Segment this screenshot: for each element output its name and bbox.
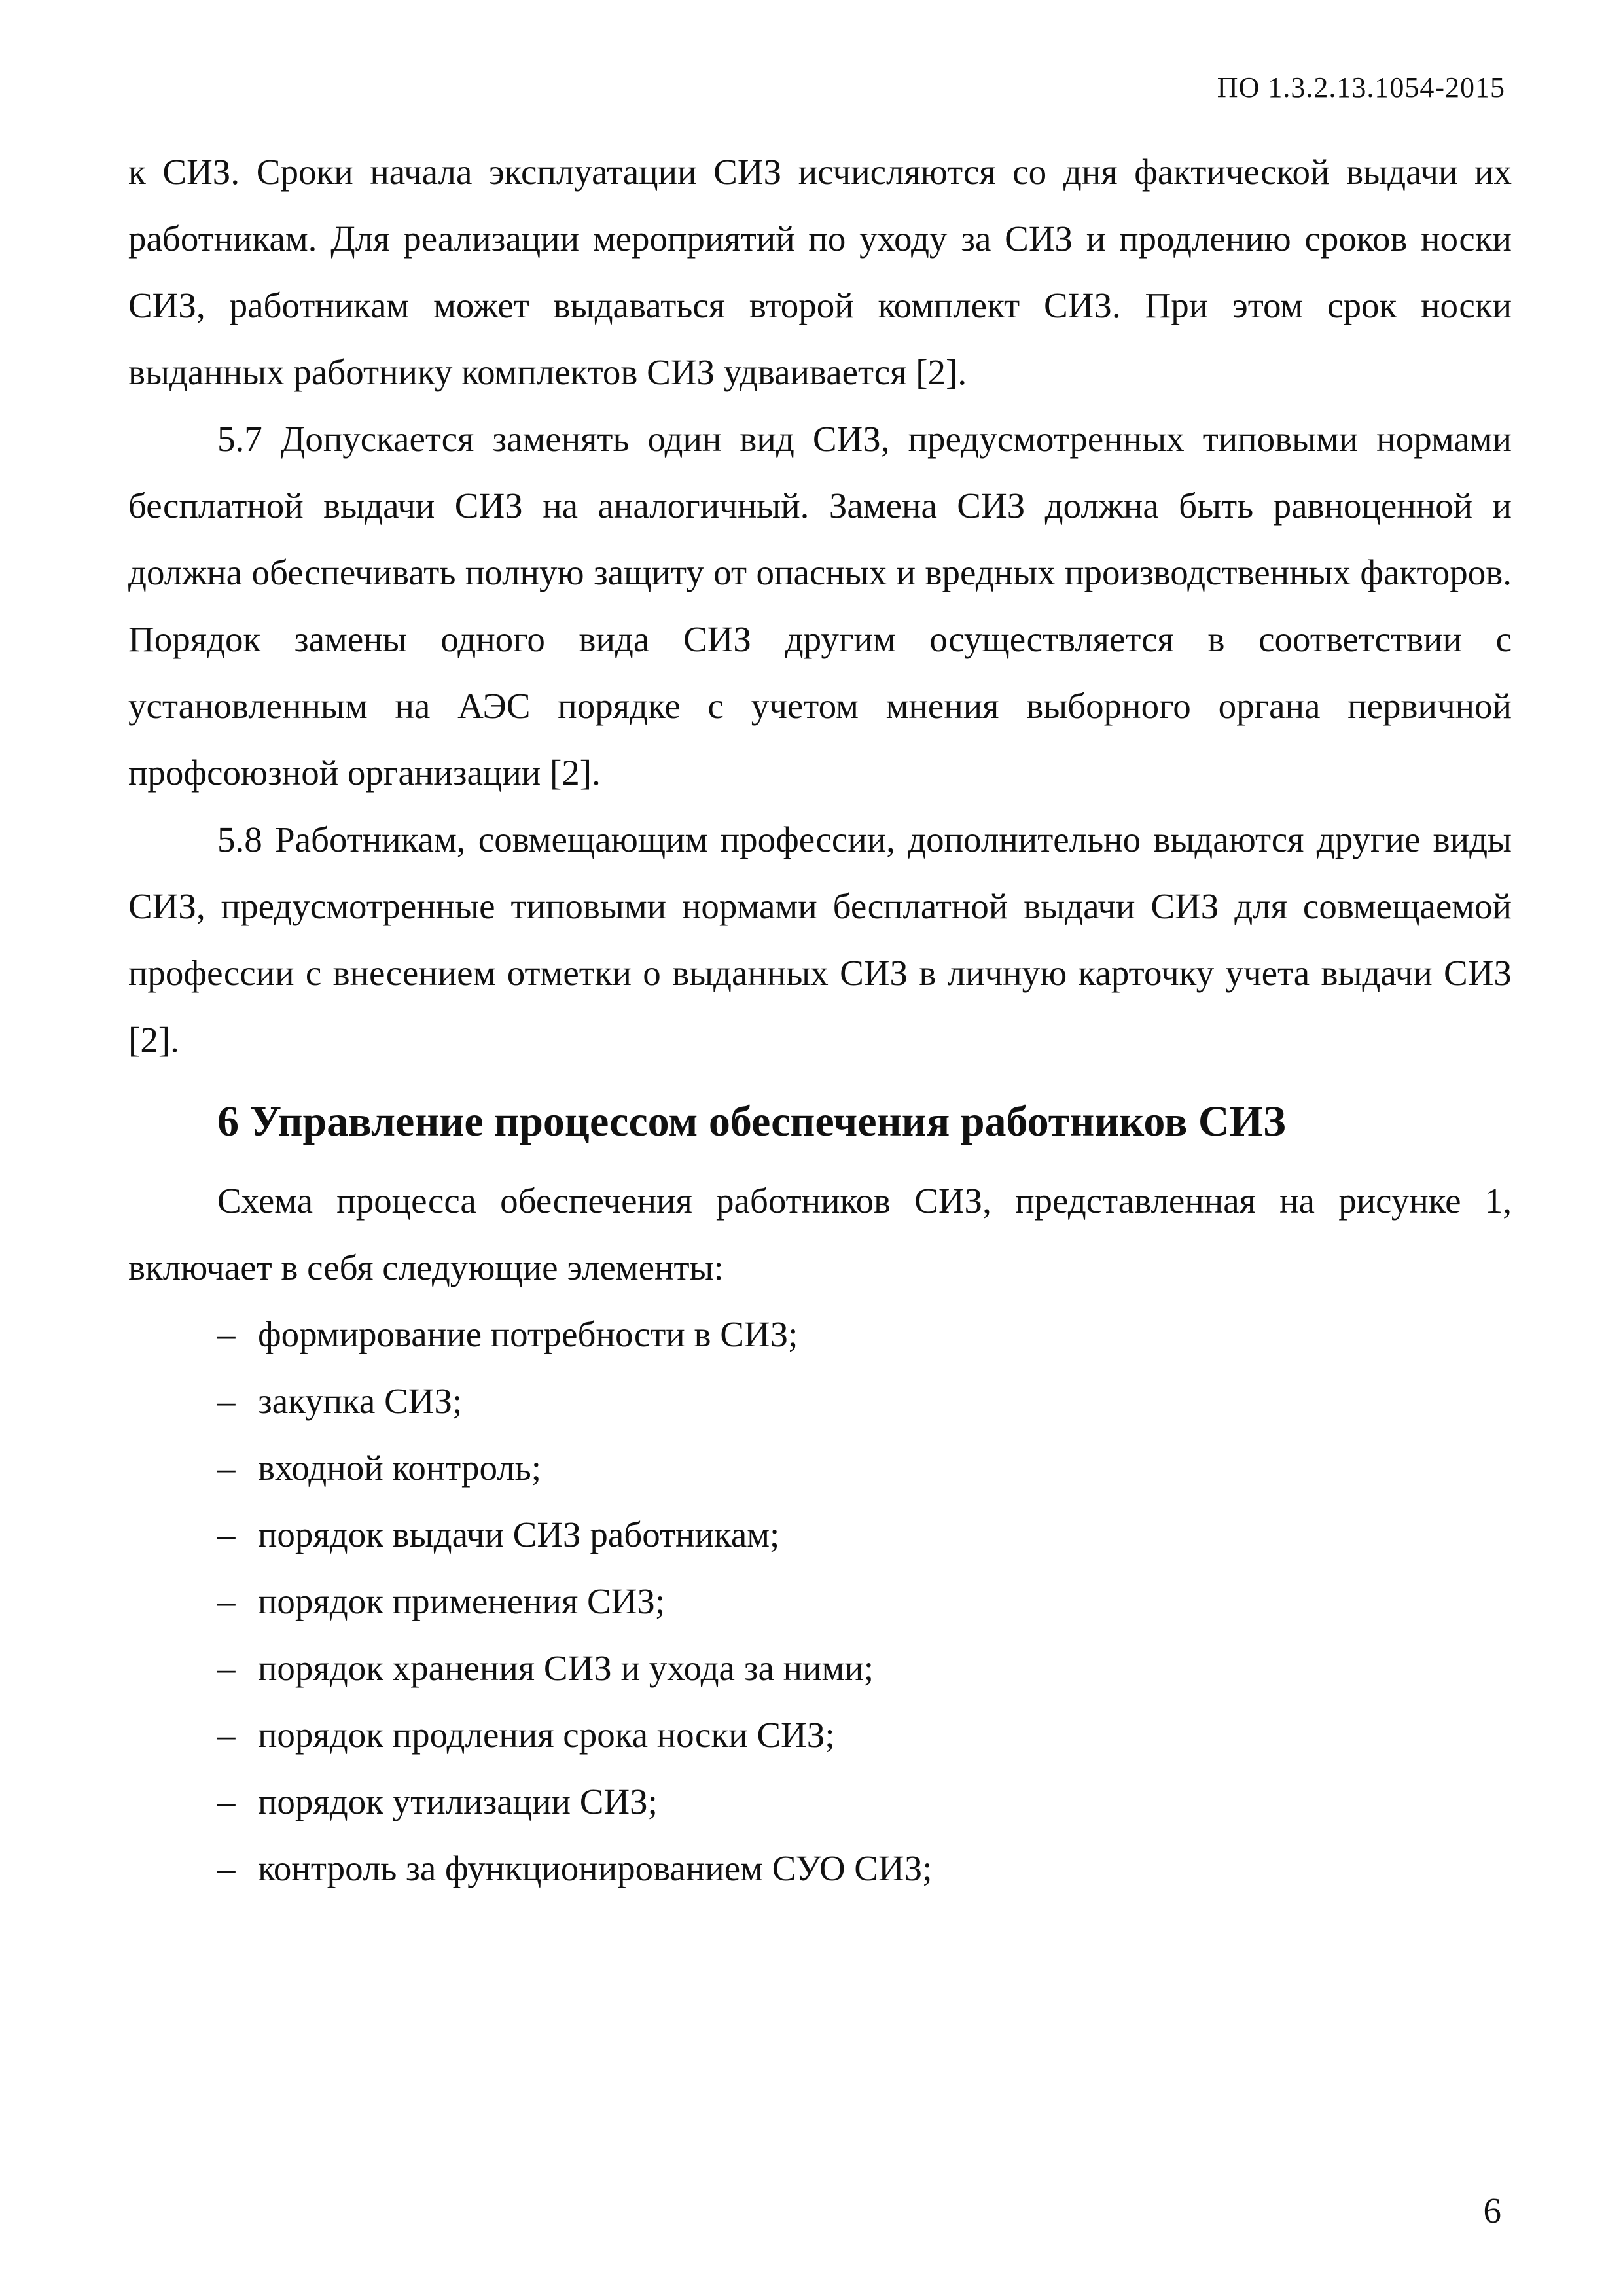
list-item (128, 1435, 1512, 1501)
list-item (128, 1501, 1512, 1568)
list-dash: – (217, 1715, 236, 1755)
list-dash: – (217, 1314, 236, 1354)
list-item (128, 1568, 1512, 1635)
page-content (128, 139, 1512, 1902)
list-item (128, 1768, 1512, 1835)
list-dash: – (217, 1782, 236, 1821)
list-item-text: порядок выдачи СИЗ работникам; (258, 1515, 780, 1554)
list-item (128, 1635, 1512, 1702)
list-item-text: порядок хранения СИЗ и ухода за ними; (258, 1648, 874, 1688)
list-item-text: порядок применения СИЗ; (258, 1581, 666, 1621)
list-item (128, 1702, 1512, 1768)
elements-list (128, 1301, 1512, 1902)
list-dash: – (217, 1648, 236, 1688)
list-dash: – (217, 1448, 236, 1488)
list-item-text: контроль за функционированием СУО СИЗ; (258, 1848, 933, 1888)
list-item-text: порядок утилизации СИЗ; (258, 1782, 658, 1821)
list-item-text: входной контроль; (258, 1448, 542, 1488)
paragraph-5-8: 5.8 Работникам, совмещающим профессии, дополнительно выдаются другие виды СИЗ, предусмотренные типовыми нормами бесплатной выдачи СИЗ для совмещаемой профессии с внесением отметки о выданных СИЗ в личную карточку учета выдачи СИЗ [2]. (128, 819, 1512, 1060)
list-item (128, 1368, 1512, 1435)
section-6-intro: Схема процесса обеспечения работников СИЗ, представленная на рисунке 1, включает в себя следующие элементы: (128, 1181, 1512, 1287)
section-6-heading: 6 Управление процессом обеспечения работников СИЗ (217, 1098, 1286, 1145)
list-item-text: порядок продления срока носки СИЗ; (258, 1715, 835, 1755)
list-dash: – (217, 1381, 236, 1421)
list-item-text: закупка СИЗ; (258, 1381, 463, 1421)
page-number: 6 (1483, 2191, 1501, 2231)
paragraph-continuation: к СИЗ. Сроки начала эксплуатации СИЗ исчисляются со дня фактической выдачи их работникам. Для реализации мероприятий по уходу за СИЗ и продлению сроков носки СИЗ, работникам может выдаваться второй комплект СИЗ. При этом срок носки выданных работнику комплектов СИЗ удваивается [2]. (128, 152, 1512, 392)
list-dash: – (217, 1581, 236, 1621)
list-dash: – (217, 1515, 236, 1554)
list-item-text: формирование потребности в СИЗ; (258, 1314, 798, 1354)
paragraph-5-7: 5.7 Допускается заменять один вид СИЗ, предусмотренных типовыми нормами бесплатной выдачи СИЗ на аналогичный. Замена СИЗ должна быть равноценной и должна обеспечивать полную защиту от опасных и вредных производственных факторов. Порядок замены одного вида СИЗ другим осуществляется в соответствии с установленным на АЭС порядке с учетом мнения выборного органа первичной профсоюзной организации [2]. (128, 419, 1512, 793)
list-dash: – (217, 1848, 236, 1888)
list-item (128, 1301, 1512, 1368)
document-code: ПО 1.3.2.13.1054-2015 (1217, 71, 1505, 103)
list-item (128, 1835, 1512, 1902)
